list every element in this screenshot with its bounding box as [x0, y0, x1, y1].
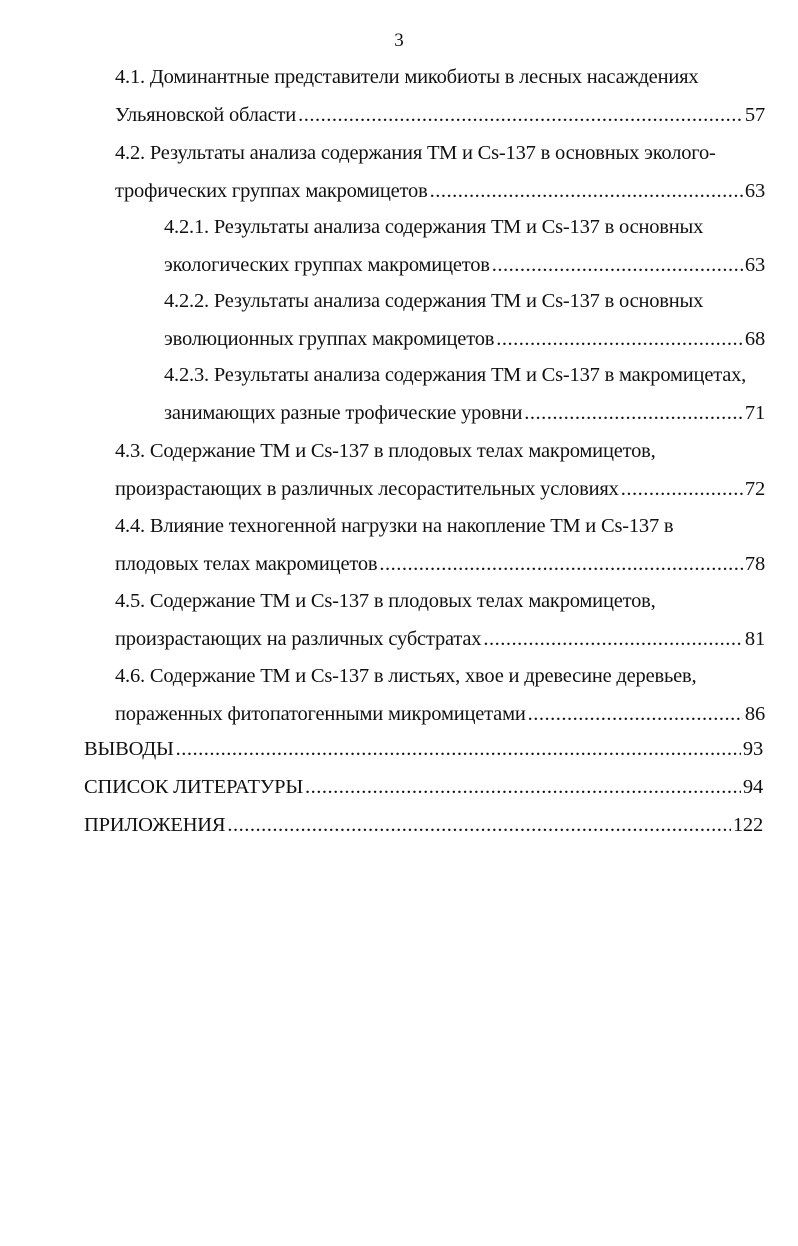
toc-entry-line: [115, 172, 765, 210]
toc-entry-4-2-3[interactable]: [164, 356, 765, 432]
toc-page-number: 71: [744, 402, 765, 424]
toc-entry-title-cont: произрастающих в различных лесорастительных условиях: [115, 478, 619, 500]
toc-entry-title: ВЫВОДЫ: [84, 738, 174, 760]
dot-leader: [305, 768, 741, 806]
toc-entry-line: [164, 320, 765, 358]
toc-entry-4-2-2[interactable]: [164, 282, 765, 358]
toc-page-number: 63: [744, 180, 765, 202]
toc-page-number: 93: [742, 738, 763, 760]
toc-entry-appendices[interactable]: [84, 806, 763, 844]
toc-entry-title: 4.4. Влияние техногенной нагрузки на накопление ТМ и Cs-137 в: [115, 515, 674, 537]
dot-leader: [379, 545, 743, 583]
toc-entry-title: 4.2.1. Результаты анализа содержания ТМ и Cs-137 в основных: [164, 216, 704, 238]
toc-entry-title: ПРИЛОЖЕНИЯ: [84, 814, 226, 836]
toc-entry-4-5[interactable]: [115, 582, 765, 658]
toc-entry-title-cont: Ульяновской области: [115, 104, 297, 126]
dot-leader: [524, 394, 743, 432]
dot-leader: [430, 172, 743, 210]
dot-leader: [298, 96, 743, 134]
toc-entry-4-1[interactable]: [115, 58, 765, 134]
toc-entry-title-cont: плодовых телах макромицетов: [115, 553, 378, 575]
toc-entry-title-cont: трофических группах макромицетов: [115, 180, 428, 202]
toc-page-number: 72: [744, 478, 765, 500]
toc-entry-4-2[interactable]: [115, 134, 765, 210]
toc-entry-title: 4.2. Результаты анализа содержания ТМ и Cs-137 в основных эколого-: [115, 142, 716, 164]
toc-page-number: 63: [744, 254, 765, 276]
dot-leader: [496, 320, 743, 358]
toc-entry-title: 4.3. Содержание ТМ и Cs-137 в плодовых телах макромицетов,: [115, 440, 656, 462]
toc-page-number: 81: [744, 628, 765, 650]
dot-leader: [492, 246, 743, 284]
toc-entry-line: [115, 620, 765, 658]
toc-entry-title: 4.2.3. Результаты анализа содержания ТМ и Cs-137 в макромицетах,: [164, 364, 747, 386]
dot-leader: [176, 730, 741, 768]
toc-entry-conclusions[interactable]: [84, 730, 763, 768]
toc-page-number: 68: [744, 328, 765, 350]
toc-entry-title: 4.2.2. Результаты анализа содержания ТМ и Cs-137 в основных: [164, 290, 704, 312]
toc-page-number: 78: [744, 553, 765, 575]
toc-page-number: 57: [744, 104, 765, 126]
toc-entry-title: СПИСОК ЛИТЕРАТУРЫ: [84, 776, 304, 798]
toc-entry-line: [164, 246, 765, 284]
toc-entry-title: 4.1. Доминантные представители микобиоты в лесных насаждениях: [115, 66, 699, 88]
dot-leader: [621, 470, 743, 508]
toc-entry-title-cont: пораженных фитопатогенными микромицетами: [115, 703, 526, 725]
toc-page-number: 94: [742, 776, 763, 798]
toc-entry-line: [84, 806, 763, 844]
toc-entry-title-cont: экологических группах макромицетов: [164, 254, 490, 276]
toc-page-number: 122: [732, 814, 763, 836]
toc-entry-title-cont: эволюционных группах макромицетов: [164, 328, 495, 350]
toc-entry-line: [84, 730, 763, 768]
toc-entry-line: [115, 545, 765, 583]
toc-entry-title: 4.5. Содержание ТМ и Cs-137 в плодовых телах макромицетов,: [115, 590, 656, 612]
toc-entry-line: [84, 768, 763, 806]
toc-entry-4-6[interactable]: [115, 657, 765, 733]
toc-entry-title: 4.6. Содержание ТМ и Cs-137 в листьях, хвое и древесине деревьев,: [115, 665, 697, 687]
toc-entry-title-cont: занимающих разные трофические уровни: [164, 402, 523, 424]
toc-entry-line: [115, 96, 765, 134]
toc-entry-title-cont: произрастающих на различных субстратах: [115, 628, 482, 650]
dot-leader: [483, 620, 743, 658]
toc-entry-references[interactable]: [84, 768, 763, 806]
toc-entry-4-2-1[interactable]: [164, 208, 765, 284]
dot-leader: [528, 695, 743, 733]
toc-entry-line: [115, 695, 765, 733]
toc-entry-line: [164, 394, 765, 432]
toc-entry-4-3[interactable]: [115, 432, 765, 508]
toc-page-number: 86: [744, 703, 765, 725]
page-number: 3: [394, 30, 404, 51]
dot-leader: [227, 806, 730, 844]
toc-entry-line: [115, 470, 765, 508]
toc-entry-4-4[interactable]: [115, 507, 765, 583]
